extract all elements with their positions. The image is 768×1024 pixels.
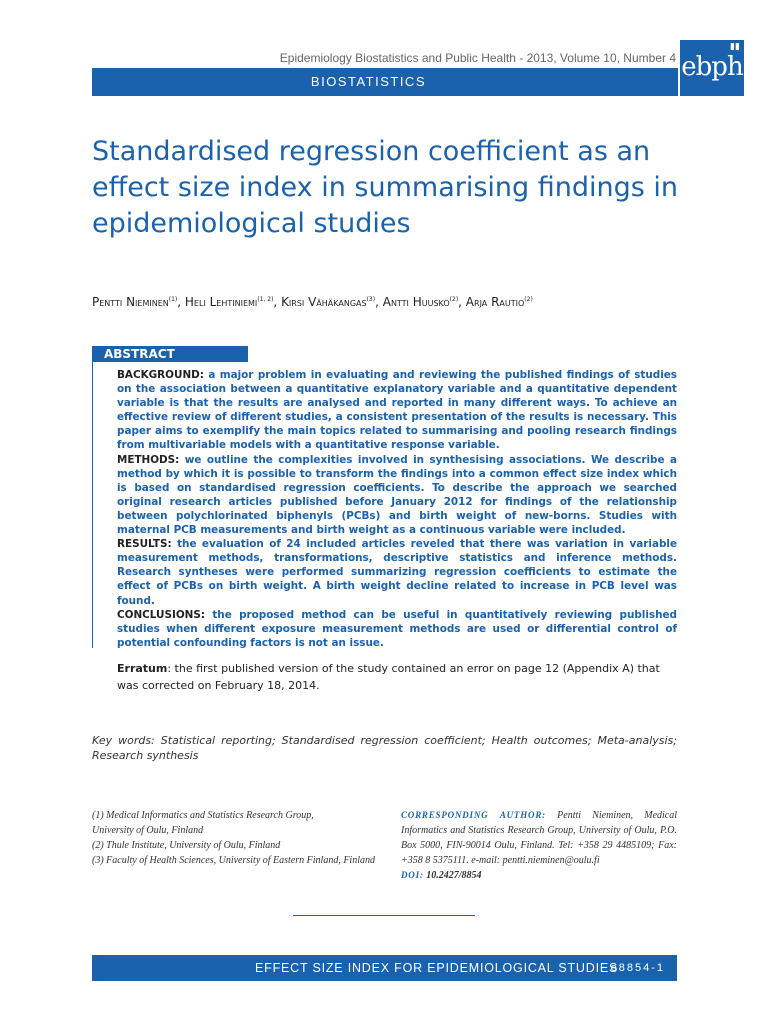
erratum-label: Erratum [117, 662, 168, 675]
page-number: e8854-1 [610, 962, 665, 974]
affiliation-line: University of Oulu, Finland [92, 825, 204, 836]
journal-logo [680, 40, 744, 96]
methods-text: we outline the complexities involved in synthesising associations. We describe a method by which it is possible to transform the findings into a common effect size index which is based on standardised regression coefficients. To describe the approach we searched original research articles published before January 2012 for findings of the relationship between polychlorinated biphenyls (PCBs) and birth weight of new-borns. Studies with maternal PCB measurements and birth weight as a continuous variable were included. [117, 453, 678, 537]
conclusions-text: the proposed method can be useful in quantitatively reviewing published studies when different exposure measurement methods are used or differential control of potential confounding factors is not an issue. [117, 608, 677, 649]
corresponding-author [401, 808, 677, 883]
abstract-background [117, 368, 677, 453]
author-name: Pentti Nieminen [92, 295, 169, 309]
background-text: a major problem in evaluating and reviewing the published findings of studies on the association between a quantitative explanatory variable and a quantitative dependent variable is that the results are analysed and reported in many different ways. To achieve an effective review of different studies, a consistent presentation of the results is necessary. This paper aims to exemplify the main topics related to summarising and pooling research findings from multivariable models with a quantitative response variable. [117, 369, 677, 452]
running-title: EFFECT SIZE INDEX FOR EPIDEMIOLOGICAL STUDIES [255, 961, 619, 975]
abstract-conclusions [117, 608, 677, 650]
author-list: Pentti Nieminen$^{(1)}$, Heli Lehtiniemi$^{(1, 2)}$, Kirsi Vähäkangas$^{(3)}$, Antti Huusko$^{(2)}$, Arja Rautio$^{(2)}$ [92, 295, 533, 309]
doi-value[interactable]: 10.2427/8854 [426, 870, 482, 881]
author-name: Kirsi Vähäkangas [281, 295, 367, 309]
results-label: RESULTS: [117, 538, 172, 551]
affiliation-line: (2) Thule Institute, University of Oulu, Finland [92, 840, 281, 851]
doi-label: DOI: [401, 870, 424, 880]
abstract-body [117, 368, 677, 650]
author-name: Heli Lehtiniemi [184, 295, 258, 309]
author-affiliation: (1, 2) [257, 296, 274, 303]
abstract-heading: ABSTRACT [104, 347, 175, 361]
background-label: BACKGROUND: [117, 369, 204, 381]
divider-rule [293, 915, 475, 916]
keywords: Key words: Statistical reporting; Standardised regression coefficient; Health outcomes; Meta-analysis; Research synthesis [92, 734, 677, 762]
affiliation-line: (3) Faculty of Health Sciences, University of Eastern Finland, Finland [92, 855, 375, 866]
author-affiliation: (3) [366, 296, 376, 303]
abstract-methods [117, 453, 677, 538]
article-title: Standardised regression coefficient as an effect size index in summarising findings in epidemiological studies [92, 136, 679, 239]
author-name: Antti Huusko [382, 295, 450, 309]
abstract-heading-tab [92, 346, 248, 362]
erratum-text: : the first published version of the study contained an error on page 12 (Appendix A) that was corrected on February 18, 2014. [117, 662, 660, 692]
corresponding-text: Pentti Nieminen, Medical Informatics and Statistics Research Group, University of Oulu, P.O. Box 5000, FIN-90014 Oulu, Finland. Tel: +358 29 4485109; Fax: +358 8 5375111. e-mail: pentti.nieminen@oulu.fi [401, 810, 678, 866]
author-affiliation: (1) [168, 296, 178, 303]
section-label: BIOSTATISTICS [310, 74, 426, 89]
abstract-results [117, 537, 677, 607]
affiliations [92, 808, 382, 868]
section-banner [92, 68, 678, 96]
abstract-frame [92, 347, 98, 648]
logo-text: ebph [681, 52, 743, 82]
corresponding-label: CORRESPONDING AUTHOR: [401, 810, 546, 820]
journal-citation: Epidemiology Biostatistics and Public Health - 2013, Volume 10, Number 4 [279, 51, 676, 65]
affiliation-line: (1) Medical Informatics and Statistics Research Group, [92, 810, 314, 821]
author-affiliation: (2) [449, 296, 459, 303]
results-text: the evaluation of 24 included articles reveled that there was variation in variable measurement methods, transformations, descriptive statistics and inference methods. Research syntheses were performed summarizing regression coefficients to estimate the effect of PCBs on birth weight. A birth weight decline related to increase in PCB level was found. [117, 538, 678, 607]
author-affiliation: (2) [524, 296, 533, 303]
methods-label: METHODS: [117, 453, 180, 466]
books-icon: ▮▮ [730, 42, 740, 52]
author-name: Arja Rautio [465, 295, 525, 309]
erratum-note [117, 660, 677, 694]
conclusions-label: CONCLUSIONS: [117, 608, 205, 621]
footer-banner [92, 955, 677, 981]
